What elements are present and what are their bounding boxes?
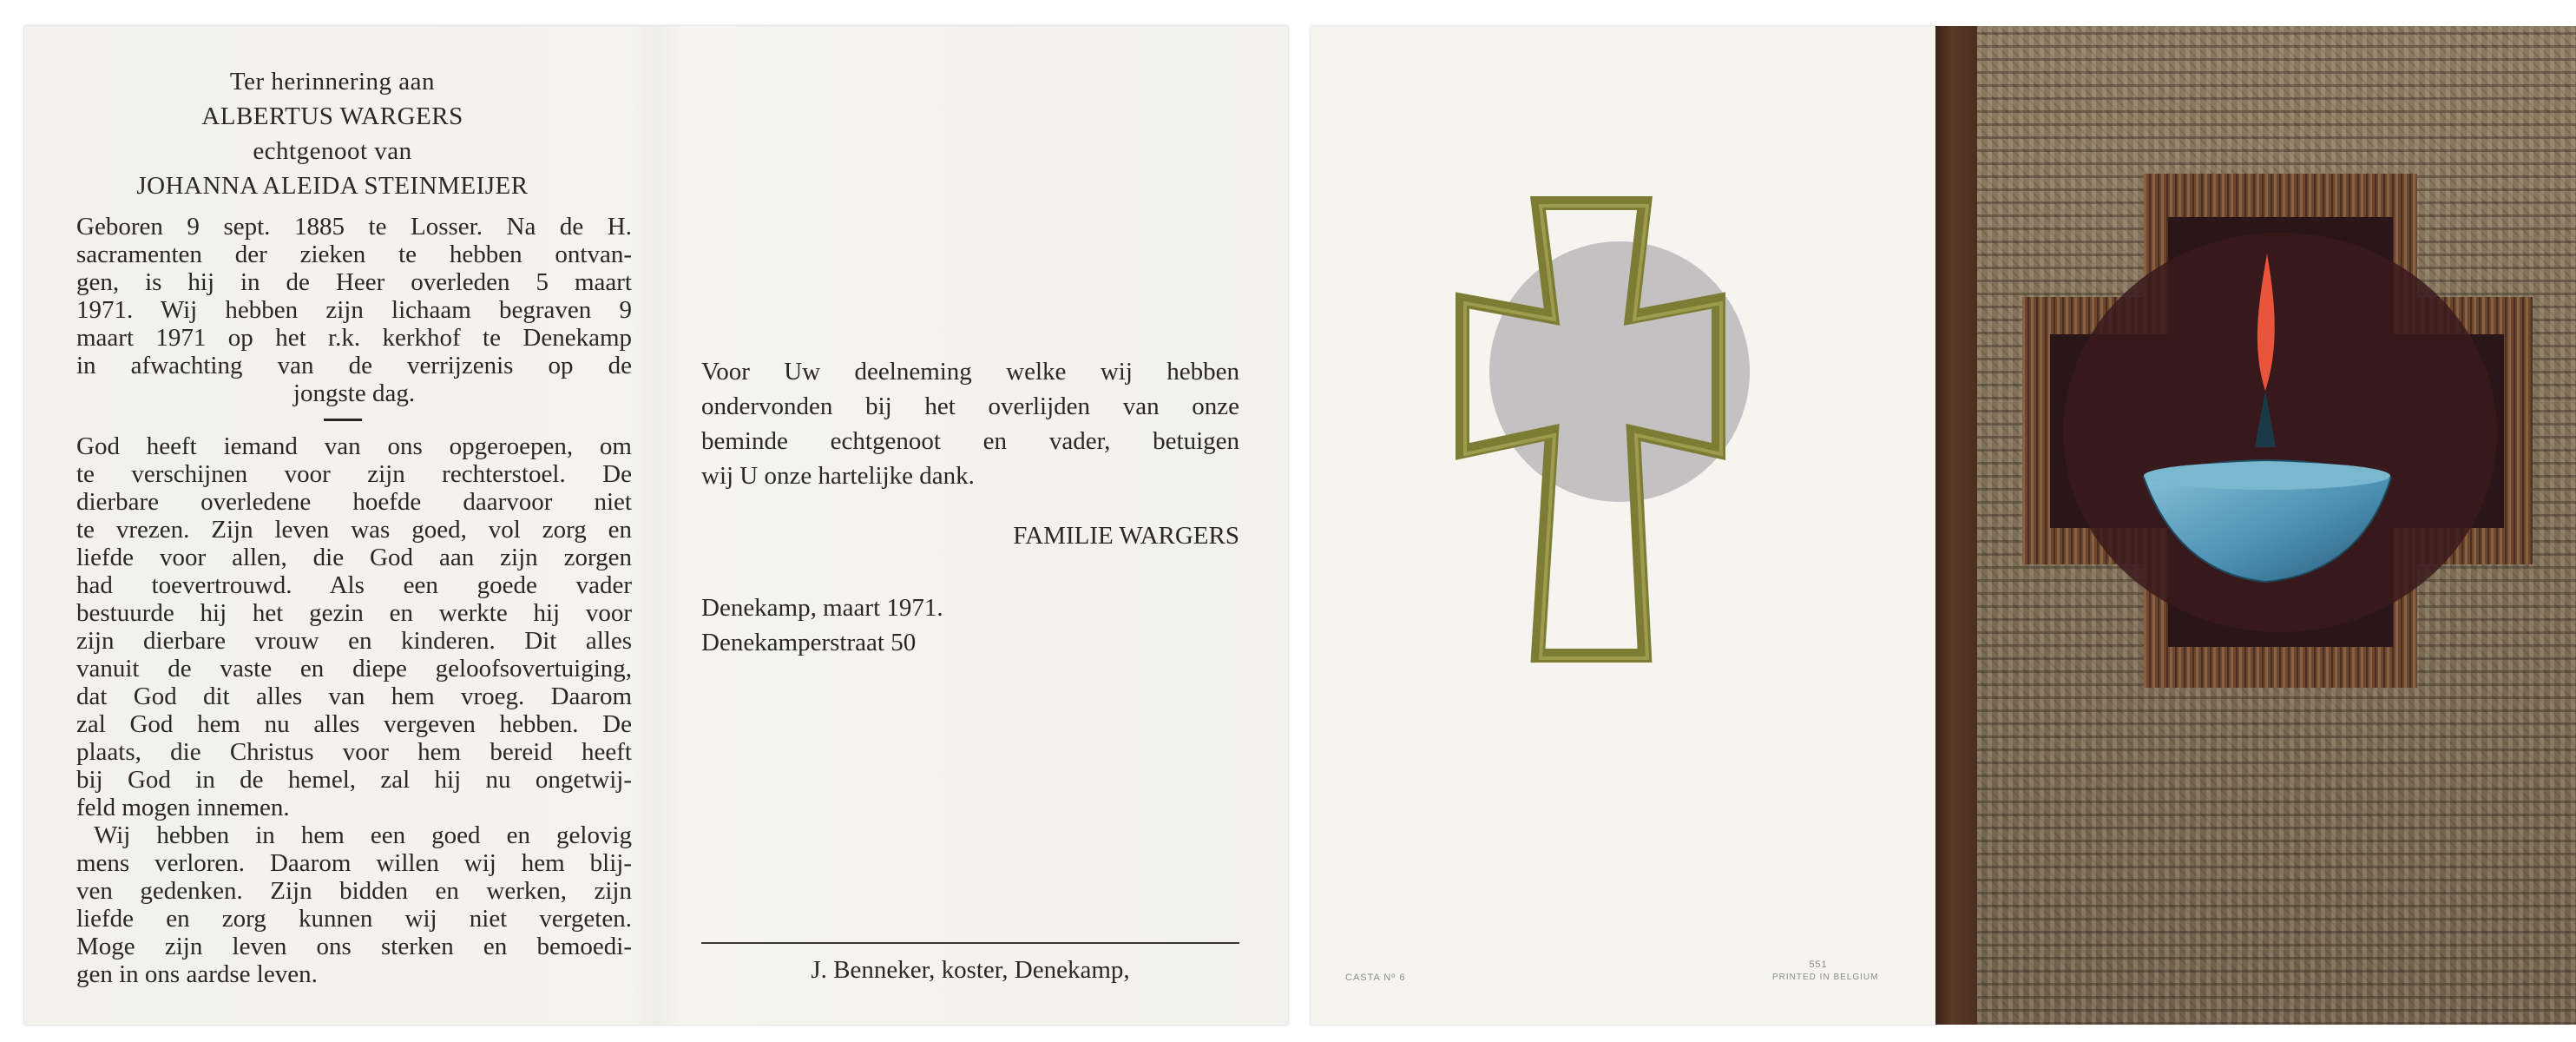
text-line: liefde voor allen, die God aan zijn zorgen [76,544,632,571]
cross-illustration [1311,26,1935,1025]
text-line: plaats, die Christus voor hem bereid heeft [76,738,632,766]
text-line: beminde echtgenoot en vader, betuigen [701,427,1239,455]
printer-rule [701,942,1239,944]
text-line: Voor Uw deelneming welke wij hebben [701,358,1239,386]
text-line: ondervonden bij het overlijden van onze [701,392,1239,420]
eulogy-paragraph [76,432,632,988]
memorial-card-text-spread [24,26,1288,1025]
header-remembrance: Ter herinnering aan [229,68,436,96]
text-line: gen, is hij in de Heer overleden 5 maart [76,268,632,296]
header-spouse-of: echtgenoot van [253,137,412,165]
text-line: vanuit de vaste en diepe geloofsovertuiging, [76,655,632,683]
imprint-series: CASTA Nº 6 [1345,973,1406,983]
section-divider [324,419,362,421]
text-line: zal God hem nu alles vergeven hebben. De [76,710,632,738]
text-line: bestuurde hij het gezin en werkte hij voor [76,599,632,627]
imprint-country: PRINTED IN BELGIUM [1772,973,1879,982]
text-line: jongste dag. [292,379,416,407]
family-signature: FAMILIE WARGERS [1013,522,1239,550]
memorial-card-front-texture [1935,26,2576,1025]
place-date: Denekamp, maart 1971. [701,594,943,622]
text-line: dierbare overledene hoefde daarvoor niet [76,488,632,516]
right-panel [658,26,1288,1025]
text-line: mens verloren. Daarom willen wij hem blij- [76,849,632,877]
text-line: maart 1971 op het r.k. kerkhof te Denekamp [76,324,632,352]
text-line: Moge zijn leven ons sterken en bemoedi- [76,933,632,960]
text-line: 1971. Wij hebben zijn lichaam begraven 9 [76,296,632,324]
text-line: zijn dierbare vrouw en kinderen. Dit alles [76,627,632,655]
text-line: Geboren 9 sept. 1885 te Losser. Na de H. [76,213,632,241]
imprint-code: 551 [1809,960,1828,970]
address: Denekamperstraat 50 [701,629,917,656]
text-line: gen in ons aardse leven. [76,960,318,988]
memorial-card-front-white [1311,26,1935,1025]
text-line: in afwachting van de verrijzenis op de [76,352,632,379]
spouse-name: JOHANNA ALEIDA STEINMEIJER [136,172,529,200]
text-line: God heeft iemand van ons opgeroepen, om [76,432,632,460]
oil-lamp-illustration [1935,26,2576,1025]
text-line: te verschijnen voor zijn rechterstoel. De [76,460,632,488]
text-line: bij God in de hemel, zal hij nu ongetwij- [76,766,632,794]
printer-credit: J. Benneker, koster, Denekamp, [811,956,1130,984]
deceased-name: ALBERTUS WARGERS [201,102,463,130]
left-panel [24,26,658,1025]
text-line: wij U onze hartelijke dank. [701,462,975,490]
text-line: sacramenten der zieken te hebben ontvan- [76,241,632,268]
text-line: feld mogen innemen. [76,794,290,821]
thanks-paragraph [701,354,1239,493]
grey-halo-circle [1489,241,1750,502]
text-line: te vrezen. Zijn leven was goed, vol zorg en [76,516,632,544]
text-line: dat God dit alles van hem vroeg. Daarom [76,683,632,710]
text-line: liefde en zorg kunnen wij niet vergeten. [76,905,632,933]
biography-paragraph [76,213,632,407]
text-line: Wij hebben in hem een goed en gelovig [94,821,632,849]
text-line: ven gedenken. Zijn bidden en werken, zijn [76,877,632,905]
text-line: had toevertrouwd. Als een goede vader [76,571,632,599]
